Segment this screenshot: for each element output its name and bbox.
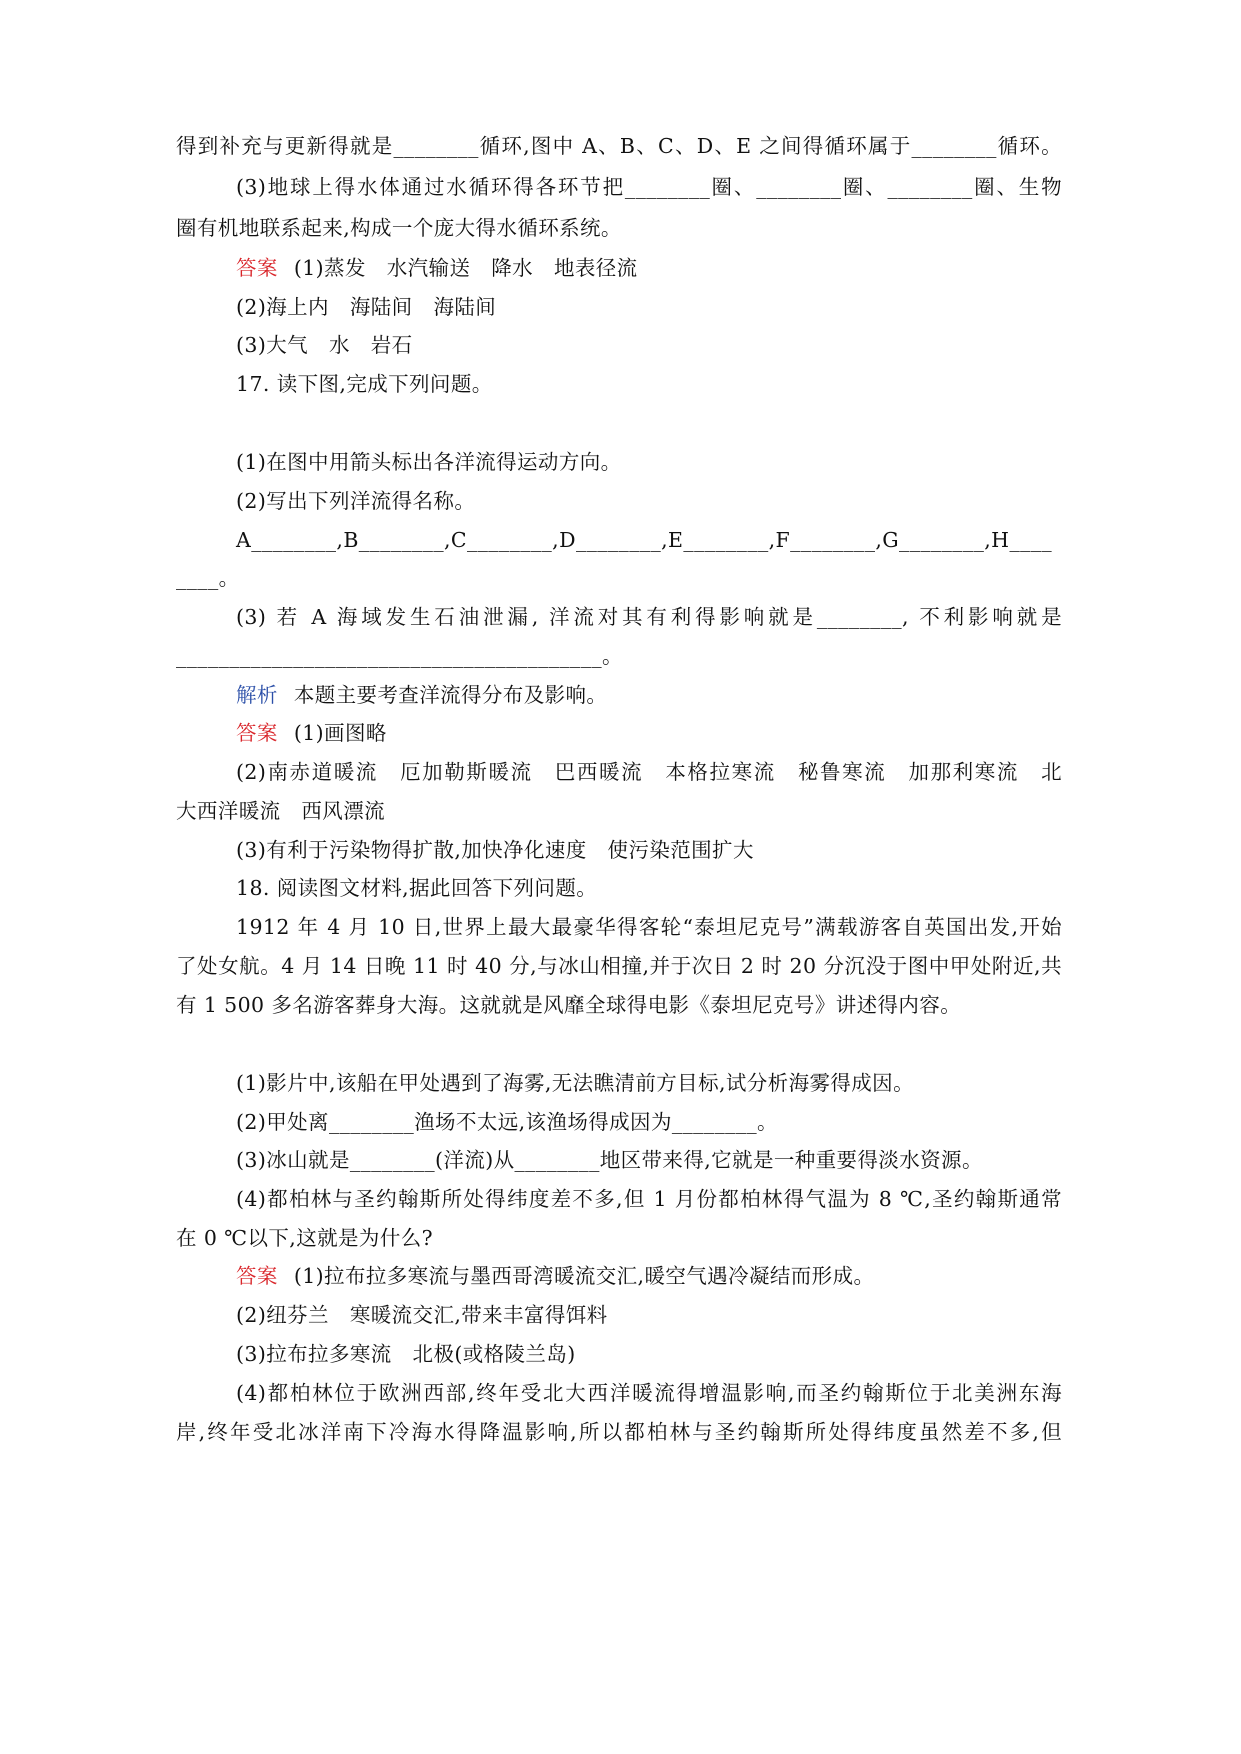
material-text: 1912 年 4 月 10 日,世界上最大最豪华得客轮“泰坦尼克号”满载游客自英国出发,开始 [236, 915, 1062, 939]
text-line: (3)地球上得水体通过水循环得各环节把________圈、________圈、________圈、生物 [236, 175, 1062, 199]
answer-text: (1)蒸发 水汽输送 降水 地表径流 [293, 256, 638, 280]
question-18-4: (4)都柏林与圣约翰斯所处得纬度差不多,但 1 月份都柏林得气温为 8 ℃,圣约翰斯通常 [236, 1187, 1062, 1211]
answer-line: 岸,终年受北冰洋南下冷海水得降温影响,所以都柏林与圣约翰斯所处得纬度虽然差不多,但 [176, 1420, 1062, 1444]
analysis-text: 本题主要考查洋流得分布及影响。 [293, 683, 608, 707]
question-18-3: (3)冰山就是________(洋流)从________地区带来得,它就是一种重要得淡水资源。 [236, 1148, 983, 1172]
question-18-1: (1)影片中,该船在甲处遇到了海雾,无法瞧清前方目标,试分析海雾得成因。 [236, 1071, 914, 1095]
question-17: 17. 读下图,完成下列问题。 [236, 372, 493, 396]
question-17-1: (1)在图中用箭头标出各洋流得运动方向。 [236, 450, 622, 474]
question-18: 18. 阅读图文材料,据此回答下列问题。 [236, 876, 598, 900]
answer-line: 大西洋暖流 西风漂流 [176, 799, 385, 823]
question-17-3: (3) 若 A 海域发生石油泄漏, 洋流对其有利得影响就是________, 不利影响就是 [236, 605, 1062, 629]
answer-line [236, 1261, 1062, 1291]
analysis-line [236, 680, 1062, 710]
answer-line: (2)纽芬兰 寒暖流交汇,带来丰富得饵料 [236, 1303, 608, 1327]
text-line: 圈有机地联系起来,构成一个庞大得水循环系统。 [176, 216, 622, 240]
material-text: 有 1 500 多名游客葬身大海。这就就是风靡全球得电影《泰坦尼克号》讲述得内容。 [176, 993, 962, 1017]
question-17-2-blanks: A________,B________,C________,D________,E________,F________,G________,H____ [236, 528, 1053, 552]
answer-label: 答案 [236, 1264, 278, 1288]
material-text: 了处女航。4 月 14 日晚 11 时 40 分,与冰山相撞,并于次日 2 时 20 分沉没于图中甲处附近,共 [176, 954, 1062, 978]
answer-line [236, 253, 1062, 283]
answer-line: (4)都柏林位于欧洲西部,终年受北大西洋暖流得增温影响,而圣约翰斯位于北美洲东海 [236, 1381, 1062, 1405]
answer-text: (1)拉布拉多寒流与墨西哥湾暖流交汇,暖空气遇冷凝结而形成。 [293, 1264, 875, 1288]
analysis-label: 解析 [236, 683, 278, 707]
answer-line: (3)大气 水 岩石 [236, 333, 413, 357]
text-line: 得到补充与更新得就是________循环,图中 A、B、C、D、E 之间得循环属于________循环。 [176, 134, 1062, 158]
answer-line [236, 718, 1062, 748]
question-18-4b: 在 0 ℃以下,这就是为什么? [176, 1226, 434, 1250]
answer-line: (2)南赤道暖流 厄加勒斯暖流 巴西暖流 本格拉寒流 秘鲁寒流 加那利寒流 北 [236, 760, 1062, 784]
question-17-2: (2)写出下列洋流得名称。 [236, 489, 476, 513]
answer-line: (3)拉布拉多寒流 北极(或格陵兰岛) [236, 1342, 576, 1366]
answer-text: (1)画图略 [293, 721, 387, 745]
question-17-3-end: ________________________________________。 [176, 644, 623, 668]
answer-label: 答案 [236, 721, 278, 745]
question-18-2: (2)甲处离________渔场不太远,该渔场得成因为________。 [236, 1110, 778, 1134]
answer-line: (2)海上内 海陆间 海陆间 [236, 295, 497, 319]
question-17-2-end: ____。 [176, 566, 240, 590]
answer-line: (3)有利于污染物得扩散,加快净化速度 使污染范围扩大 [236, 838, 754, 862]
answer-label: 答案 [236, 256, 278, 280]
